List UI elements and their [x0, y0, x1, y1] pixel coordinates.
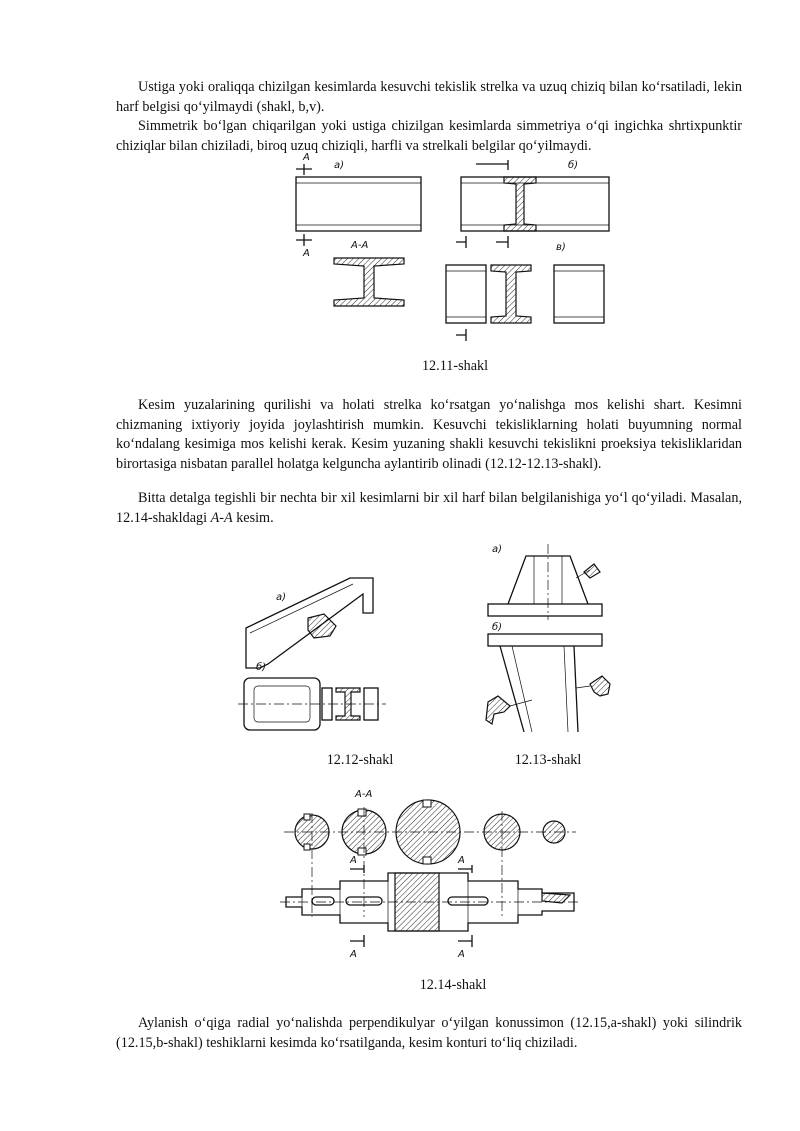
paragraph-4 [116, 489, 742, 528]
fig14-caption: 12.14-shakl [419, 977, 487, 993]
paragraph-5: Aylanish oʻqiga radial yoʻnalishda perpendikulyar oʻyilgan konussimon (12.15,a-shakl) yoki silindrik (12.15,b-shakl) teshiklarni kesimda koʻrsatilganda, kesim konturi toʻliq chiziladi. [116, 1015, 742, 1051]
fig12-caption: 12.12-shakl [326, 752, 394, 768]
paragraph-2: Simmetrik boʻlgan chiqarilgan yoki ustiga chizilgan kesimlarda simmetriya oʻqi ingichka shrtixpunktir chiziqlar bilan chiziladi, biroq uzuq chiziqli, harfli va strelkali belgilar qoʻyilmaydi. [116, 118, 742, 154]
figure-12-14 [280, 785, 580, 963]
fig14-letter-a-4: A [458, 949, 465, 960]
fig11-label-v: в) [556, 242, 566, 253]
fig14-letter-a-2: A [458, 855, 465, 866]
fig14-letter-a-1: A [350, 855, 357, 866]
fig11-label-b: б) [568, 160, 579, 171]
fig14-letter-a-3: A [350, 949, 357, 960]
fig11-caption: 12.11-shakl [421, 358, 489, 374]
paragraph-3: Kesim yuzalarining qurilishi va holati strelka koʻrsatgan yoʻnalishga mos kelishi shart. Kesimni chizmaning ixtiyoriy joyida joylashtirish mumkin. Kesuvchi tekisliklarning holati buyumning normal koʻndalang kesimiga mos kelishi kerak. Kesim yuzaning shakli kesuvchi tekislikni proeksiya tekisliklaridan birortasiga nisbatan parallel holatga kelguncha aylantirib olinadi (12.12-12.13-shakl). [116, 397, 742, 472]
fig11-section-label: A-A [351, 240, 369, 251]
fig13-caption: 12.13-shakl [514, 752, 582, 768]
paragraph-1: Ustiga yoki oraliqqa chizilgan kesimlarda kesuvchi tekislik strelka va uzuq chiziq bilan koʻrsatiladi, lekin harf belgisi qoʻyilmaydi (shakl, b,v). [116, 79, 742, 115]
paragraph-4-text: Bitta detalga tegishli bir nechta bir xil kesimlarni bir xil harf bilan belgilanishiga yoʻl qoʻyiladi. Masalan, 12.14-shakldagi [116, 490, 742, 526]
figure-12-13 [484, 540, 618, 736]
fig12-label-a: а) [276, 592, 287, 603]
paragraph-4-end: kesim. [232, 509, 274, 526]
fig11-label-a: а) [334, 160, 345, 171]
fig13-label-a: а) [492, 544, 503, 555]
fig13-label-b: б) [492, 622, 503, 633]
fig12-label-b: б) [256, 662, 267, 673]
fig11-letter-a-top: A [303, 152, 310, 163]
paragraph-4-section: A-A [210, 509, 233, 526]
figure-12-12 [238, 578, 388, 738]
fig11-letter-a-bottom: A [303, 248, 310, 259]
fig14-section-label: A-A [355, 789, 373, 800]
figure-12-11 [286, 150, 616, 350]
